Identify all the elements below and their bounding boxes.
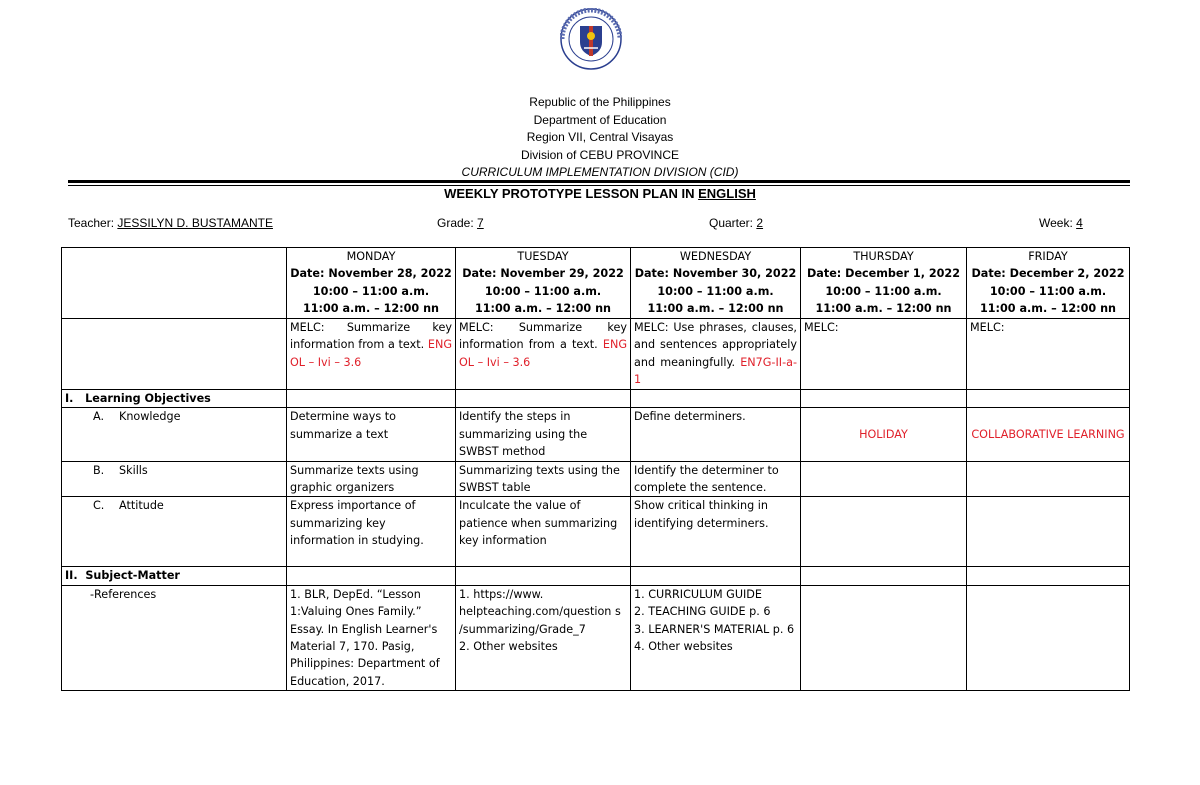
day-date: Date: November 28, 2022 xyxy=(290,267,452,281)
skills-monday: Summarize texts using graphic organizers xyxy=(287,461,456,497)
row-label: Attitude xyxy=(119,499,164,513)
empty-cell xyxy=(287,390,456,408)
document-header xyxy=(0,94,1200,182)
empty-cell xyxy=(287,567,456,585)
row-letter: B. xyxy=(93,463,105,477)
day-header-wednesday xyxy=(631,248,801,319)
melc-tuesday xyxy=(456,319,631,390)
references-tuesday xyxy=(456,585,631,690)
row-label: Knowledge xyxy=(119,410,181,424)
day-header-row xyxy=(62,248,1130,319)
day-header-tuesday xyxy=(456,248,631,319)
day-time-1: 10:00 – 11:00 a.m. xyxy=(825,284,942,298)
day-date: Date: December 2, 2022 xyxy=(971,267,1125,281)
melc-friday xyxy=(967,319,1130,390)
knowledge-row xyxy=(62,408,1130,461)
melc-code: EN7G-II-a-1 xyxy=(634,355,797,387)
empty-cell xyxy=(456,567,631,585)
row-letter: A. xyxy=(93,410,105,424)
skills-label-cell xyxy=(62,461,287,497)
knowledge-tuesday: Identify the steps in summarizing using the SWBST method xyxy=(456,408,631,461)
reference-item: 1. CURRICULUM GUIDE xyxy=(634,587,762,601)
header-division: Division of CEBU PROVINCE xyxy=(520,147,680,162)
melc-text: MELC: xyxy=(804,321,839,334)
header-rule-thick xyxy=(68,180,1130,183)
reference-item: 4. Other websites xyxy=(634,640,733,654)
row-label: Skills xyxy=(119,463,148,477)
day-time-1: 10:00 – 11:00 a.m. xyxy=(657,284,774,298)
references-label: -References xyxy=(62,585,287,690)
skills-wednesday: Identify the determiner to complete the sentence. xyxy=(631,461,801,497)
empty-cell xyxy=(967,585,1130,690)
plan-title xyxy=(0,186,1200,202)
empty-cell xyxy=(456,390,631,408)
empty-cell xyxy=(801,461,967,497)
attitude-monday: Express importance of summarizing key information in studying. xyxy=(287,497,456,567)
attitude-wednesday: Show critical thinking in identifying determiners. xyxy=(631,497,801,567)
empty-cell xyxy=(967,390,1130,408)
day-time-2: 11:00 a.m. – 12:00 nn xyxy=(474,302,612,316)
day-name: FRIDAY xyxy=(1028,250,1068,263)
melc-text: MELC: Use phrases, clauses, and sentences appropriately and meaningfully. xyxy=(634,321,797,369)
empty-cell xyxy=(631,567,801,585)
melc-thursday xyxy=(801,319,967,390)
week-value: 4 xyxy=(1076,216,1083,230)
subject-matter-section-row xyxy=(62,567,1130,585)
header-republic: Republic of the Philippines xyxy=(529,95,671,109)
skills-tuesday: Summarizing texts using the SWBST table xyxy=(456,461,631,497)
empty-cell xyxy=(967,461,1130,497)
melc-label-cell xyxy=(62,319,287,390)
empty-cell xyxy=(801,567,967,585)
empty-cell xyxy=(801,585,967,690)
day-time-2: 11:00 a.m. – 12:00 nn xyxy=(815,302,952,316)
lesson-plan-table xyxy=(61,247,1130,691)
empty-cell xyxy=(967,567,1130,585)
attitude-label-cell xyxy=(62,497,287,567)
grade-value: 7 xyxy=(477,216,484,230)
plan-title-subject: ENGLISH xyxy=(698,186,756,201)
day-name: THURSDAY xyxy=(853,250,914,263)
day-time-1: 10:00 – 11:00 a.m. xyxy=(484,284,602,298)
melc-row xyxy=(62,319,1130,390)
plan-title-prefix: WEEKLY PROTOTYPE LESSON PLAN IN xyxy=(444,186,699,201)
empty-cell xyxy=(801,497,967,567)
day-time-2: 11:00 a.m. – 12:00 nn xyxy=(647,302,784,316)
grade-field xyxy=(437,215,484,231)
attitude-tuesday: Inculcate the value of patience when summarizing key information xyxy=(456,497,631,567)
quarter-value: 2 xyxy=(756,216,764,230)
reference-item: 2. Other websites xyxy=(459,640,558,654)
week-field xyxy=(1039,215,1083,231)
quarter-label: Quarter: xyxy=(709,216,757,230)
header-department: Department of Education xyxy=(533,112,667,127)
melc-code: ENG OL – Ivi – 3.6 xyxy=(290,338,452,369)
attitude-row xyxy=(62,497,1130,567)
melc-text: MELC: Summarize key information from a text. xyxy=(459,321,627,352)
section-learning-objectives: I. Learning Objectives xyxy=(62,390,287,408)
day-time-1: 10:00 – 11:00 a.m. xyxy=(312,284,430,298)
reference-item: 3. LEARNER'S MATERIAL p. 6 xyxy=(634,622,795,636)
day-header-thursday xyxy=(801,248,967,319)
melc-text: MELC: Summarize key information from a text. xyxy=(290,321,452,352)
corner-cell xyxy=(62,248,287,319)
grade-label: Grade: xyxy=(437,216,478,230)
objectives-section-row xyxy=(62,390,1130,408)
empty-cell xyxy=(967,497,1130,567)
quarter-field xyxy=(709,215,763,231)
melc-monday xyxy=(287,319,456,390)
day-time-2: 11:00 a.m. – 12:00 nn xyxy=(302,302,440,316)
skills-row xyxy=(62,461,1130,497)
day-date: Date: November 29, 2022 xyxy=(462,267,624,281)
melc-code: ENG OL – Ivi – 3.6 xyxy=(459,338,627,369)
week-label: Week: xyxy=(1039,216,1077,230)
row-letter: C. xyxy=(93,499,105,513)
reference-item: 2. TEACHING GUIDE p. 6 xyxy=(634,605,771,619)
references-row xyxy=(62,585,1130,690)
day-date: Date: December 1, 2022 xyxy=(807,267,960,281)
melc-text: MELC: xyxy=(970,321,1005,334)
knowledge-wednesday: Define determiners. xyxy=(631,408,801,461)
references-monday xyxy=(287,585,456,690)
header-cid: CURRICULUM IMPLEMENTATION DIVISION (CID) xyxy=(461,165,739,180)
knowledge-monday: Determine ways to summarize a text xyxy=(287,408,456,461)
section-subject-matter: II. Subject-Matter xyxy=(62,567,287,585)
empty-cell xyxy=(631,390,801,408)
day-name: MONDAY xyxy=(346,250,396,263)
knowledge-label-cell xyxy=(62,408,287,461)
day-time-2: 11:00 a.m. – 12:00 nn xyxy=(979,302,1117,316)
teacher-label: Teacher: xyxy=(68,216,118,230)
day-time-1: 10:00 – 11:00 a.m. xyxy=(989,284,1107,298)
day-name: WEDNESDAY xyxy=(679,250,752,263)
day-header-monday xyxy=(287,248,456,319)
teacher-name: JESSILYN D. BUSTAMANTE xyxy=(117,216,273,230)
day-name: TUESDAY xyxy=(517,250,569,263)
teacher-field xyxy=(68,215,273,231)
references-wednesday xyxy=(631,585,801,690)
empty-cell xyxy=(801,390,967,408)
reference-item[interactable]: 1. https://www. helpteaching.com/question s /summarizing/Grade_7 xyxy=(459,587,621,636)
melc-wednesday xyxy=(631,319,801,390)
thursday-holiday-note: HOLIDAY xyxy=(801,408,967,461)
day-date: Date: November 30, 2022 xyxy=(634,267,797,281)
deped-seal-logo xyxy=(560,8,622,70)
reference-item: 1. BLR, DepEd. “Lesson 1:Valuing Ones Family.” Essay. In English Learner's Material 7, 170. Pasig, Philippines: Department of Education, 2017. xyxy=(290,587,440,688)
header-region: Region VII, Central Visayas xyxy=(526,130,674,145)
day-header-friday xyxy=(967,248,1130,319)
friday-collaborative-note: COLLABORATIVE LEARNING xyxy=(967,408,1130,461)
